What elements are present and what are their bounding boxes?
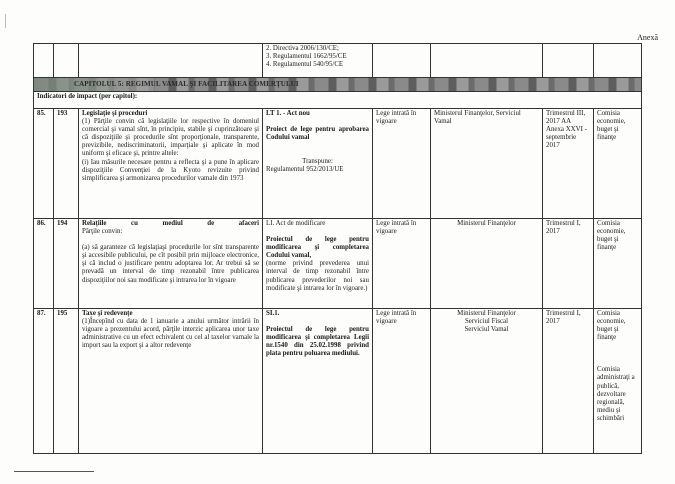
act-note-label: Transpune: (302, 158, 333, 166)
cell-act (263, 44, 373, 78)
committee-cell: Comisia economie, buget şi finanţe (594, 219, 642, 309)
article-number: 193 (54, 109, 79, 219)
annex-label: Anexă (637, 33, 658, 42)
provision-text: (1) Părţile convin că legislaţiile lor respective în domeniul comercial şi vamal sînt, în principiu, stabile şi cuprinzătoare şi că dispoziţiile şi procedurile sînt proporţionale, transparente, previzibile, nediscriminatorii, imparţiale şi aplicate în mod uniform şi eficace şi, printre altele: (82, 118, 259, 158)
footnote-separator (14, 471, 94, 472)
provision-text-item: (i) Iau măsurile necesare pentru a reflecta şi a pune în aplicare dispoziţiile Convenţiei de la Kyoto revizuite privind simplificarea şi armonizarea procedurilor vamale din 1973 (82, 158, 259, 182)
cell-term (543, 44, 594, 78)
cell-art (54, 44, 79, 78)
cell-provision (79, 44, 263, 78)
chapter-band-row (34, 78, 642, 92)
regulation-line: 3. Regulamentul 1662/95/CE (266, 53, 347, 61)
act-type: LI. Act de modificare (266, 220, 326, 227)
institution-line: Ministerul Finanţelor (457, 310, 516, 317)
row-number: 87. (34, 309, 54, 454)
row-number: 85. (34, 109, 54, 219)
action-plan-table (33, 43, 642, 454)
provision-title: Legislaţie şi proceduri (82, 110, 148, 117)
scan-margin-mark (5, 14, 6, 28)
act-title: Proiectul de lege pentru modificarea şi completarea Legii nr.1540 din 25.02.1998 privind plata pentru poluarea mediului. (266, 326, 369, 358)
provision-title: Taxe şi redevenţe (82, 310, 133, 317)
row-number: 86. (34, 219, 54, 309)
article-number: 195 (54, 309, 79, 454)
cell-nr (34, 44, 54, 78)
provision-cell (79, 309, 263, 454)
act-note: (norme privind prevederea unui interval de timp rezonabil între publicarea prevederilor noi sau modificate şi intrarea lor în vigoare.) (266, 260, 369, 292)
cell-institution (431, 44, 543, 78)
provision-text: (a) să garanteze că legislaţiaşi procedurile lor sînt transparente şi accesibile publicului, pe cît posibil prin mijloace electronice, şi că includ o justificare pentru adoptarea lor. Ar trebui să se prevadă un interval de timp rezonabil între publicarea dispoziţiilor noi sau modificate şi intrarea lor în vigoare (82, 244, 259, 284)
provision-intro: Părţile convin: (82, 228, 123, 236)
chapter-title: CAPITOLUL 5: REGIMUL VAMAL ŞI FACILITAREA COMERŢULUI (74, 80, 299, 88)
directive-line: 2. Directiva 2006/130/CE; (266, 45, 339, 52)
table-row (34, 109, 642, 219)
institution-line: Serviciul Fiscal (464, 318, 509, 326)
table-row (34, 309, 642, 454)
term-cell: Trimestrul I, 2017 (543, 309, 594, 454)
article-number: 194 (54, 219, 79, 309)
status-cell: Lege intrată în vigoare (373, 109, 431, 219)
table-row (34, 219, 642, 309)
term-cell: Trimestrul III, 2017 AA Anexa XXVI - septembrie 2017 (543, 109, 594, 219)
institution-cell (431, 309, 543, 454)
regulation-line: 4. Regulamentul 540/95/CE (266, 61, 344, 69)
term-cell: Trimestrul I, 2017 (543, 219, 594, 309)
committee-cell (594, 309, 642, 454)
indicators-label: Indicatori de impact (per capitol): (34, 92, 642, 109)
status-cell: Lege intrată în vigoare (373, 309, 431, 454)
act-title: Proiectul de lege pentru modificarea şi completarea Codului vamal, (266, 236, 369, 260)
act-cell (263, 219, 373, 309)
provision-cell (79, 219, 263, 309)
indicators-row (34, 92, 642, 109)
act-cell (263, 309, 373, 454)
provision-text: (1)Începînd cu data de 1 ianuarie a anului următor intrării în vigoare a prezentului acord, părţile interzic aplicarea unor taxe administrative cu un efect echivalent cu cel al taxelor vamale la import sau la export şi a altor redevenţe (82, 318, 259, 350)
act-type (266, 110, 369, 118)
table-row-continuation (34, 44, 642, 78)
institution-cell: Ministerul Finanţelor (431, 219, 543, 309)
chapter-band (34, 78, 642, 92)
status-cell: Lege intrată în vigoare (373, 219, 431, 309)
cell-committee (594, 44, 642, 78)
committee-secondary: Comisia administraţi a publică, dezvoltare regională, mediu şi schimbări (597, 366, 635, 422)
committee-primary: Comisia economie, buget şi finanţe (597, 310, 626, 342)
act-note: Regulamentul 952/2013/UE (266, 166, 344, 174)
provision-cell (79, 109, 263, 219)
institution-line: Serviciul Vamal (464, 326, 509, 334)
cell-status (373, 44, 431, 78)
act-cell (263, 109, 373, 219)
provision-title: Relaţiile cu mediul de afaceri (82, 220, 259, 227)
act-type-label: LT 1. - Act nou (266, 110, 310, 117)
act-title: Proiect de lege pentru aprobarea Codului vamal (266, 126, 369, 142)
act-type: SI.1. (266, 310, 280, 317)
committee-cell: Comisia economie, buget şi finanţe (594, 109, 642, 219)
institution-cell: Ministerul Finanţelor, Serviciul Vamal (431, 109, 543, 219)
